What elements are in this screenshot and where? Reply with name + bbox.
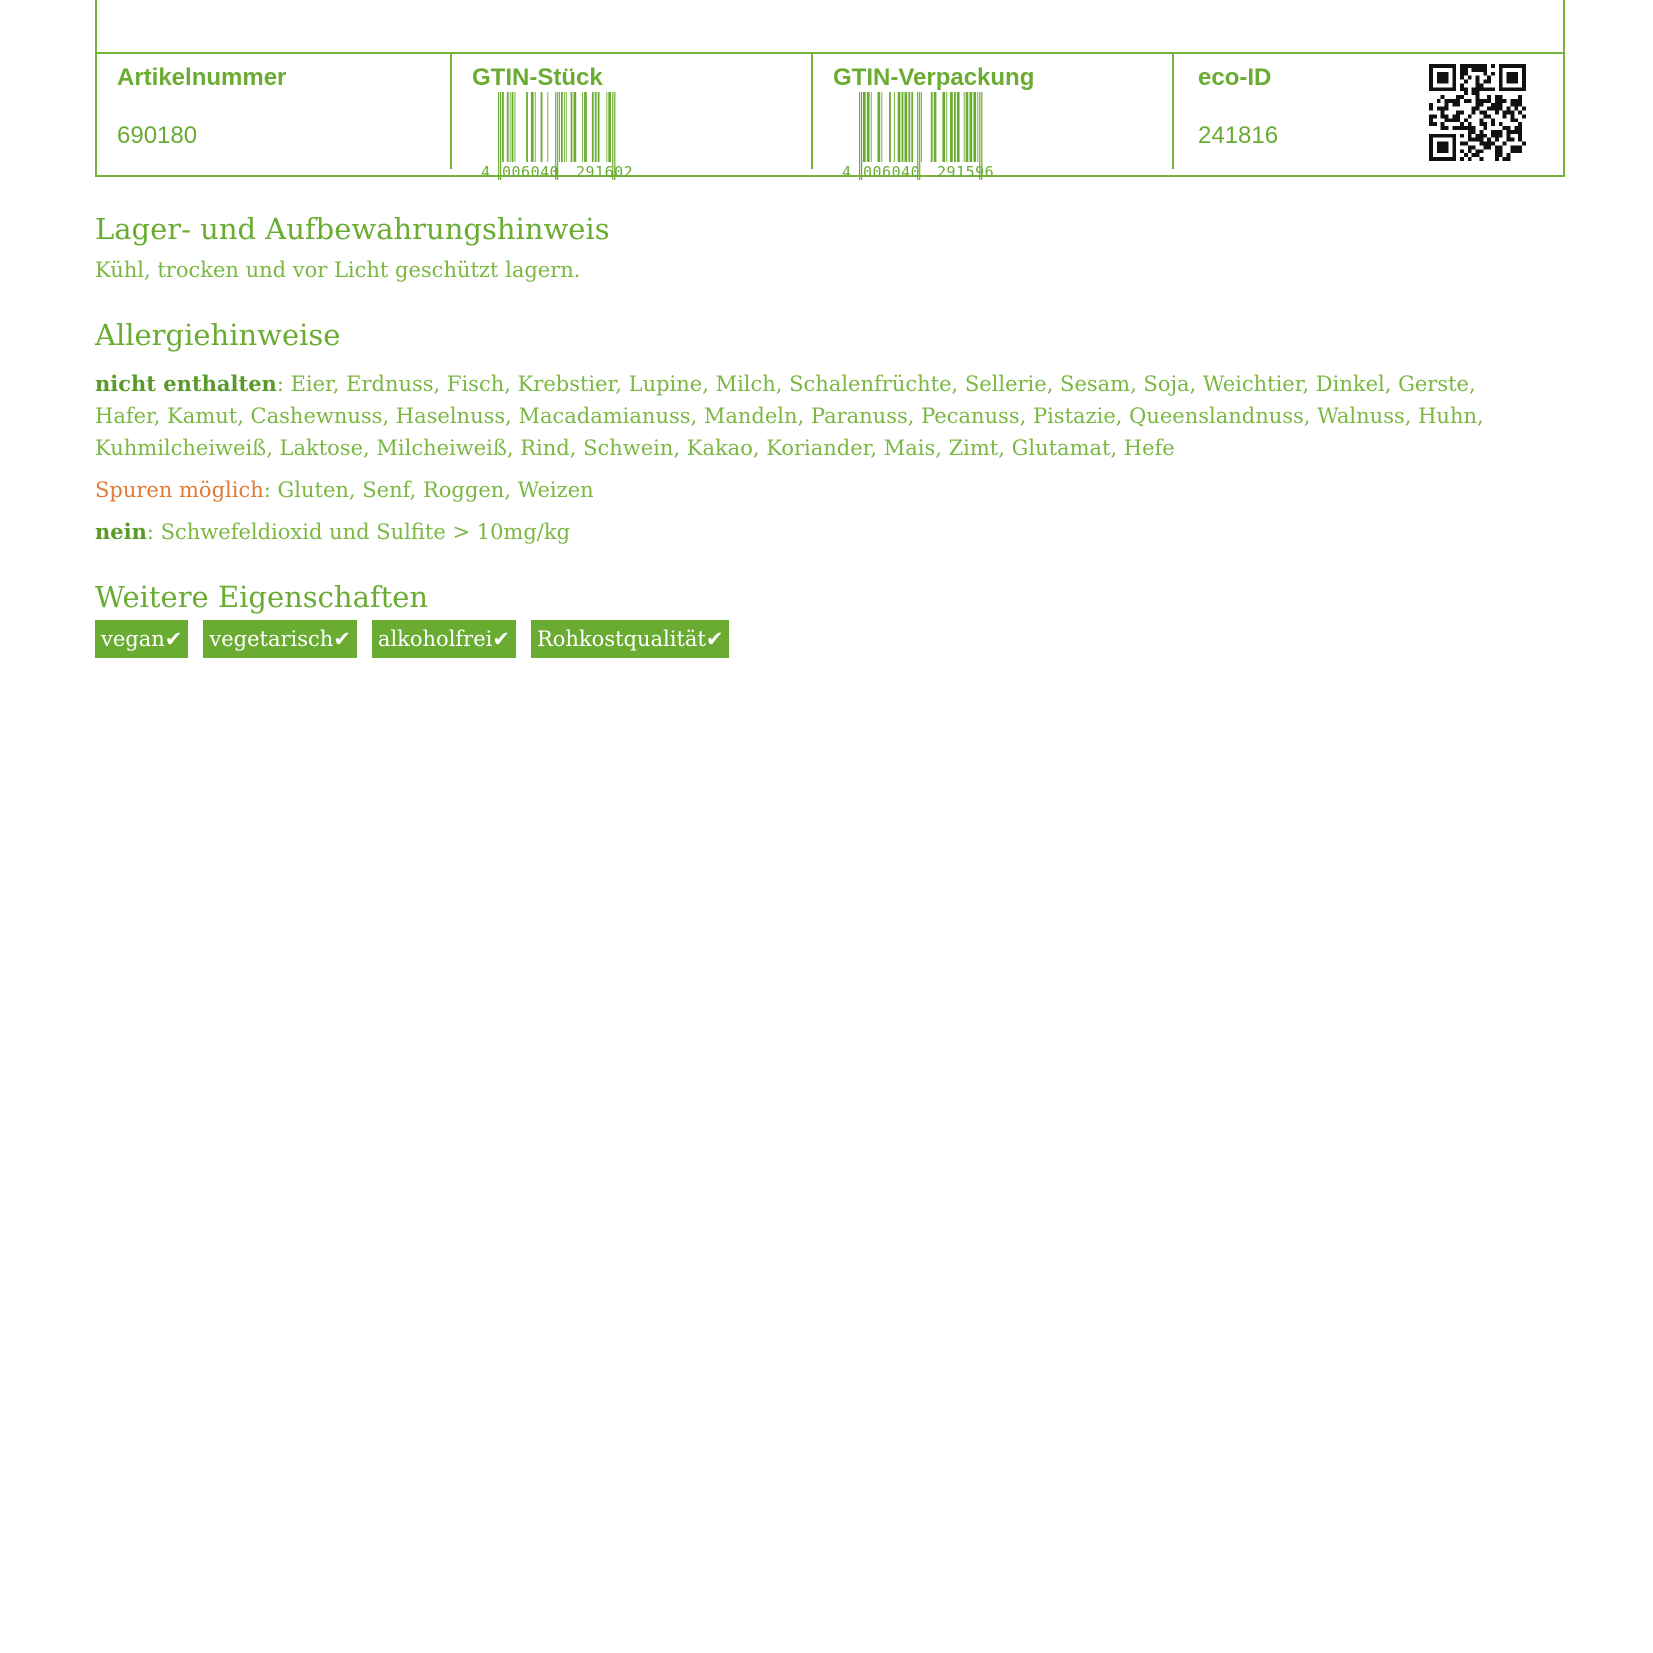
allergens-traces — [95, 474, 1515, 506]
tag-raw-food: Rohkostqualität✔ — [531, 620, 729, 658]
gtin-piece-digit-left: 006040 — [502, 163, 560, 180]
gtin-package-label: GTIN-Verpackung — [833, 64, 1035, 91]
allergens-no — [95, 516, 1515, 548]
gtin-piece-digit-right: 291602 — [576, 163, 634, 180]
traces-list: : Gluten, Senf, Roggen, Weizen — [263, 478, 594, 502]
gtin-piece-digit-prefix: 4 — [481, 163, 491, 180]
eco-id-cell — [1172, 54, 1563, 169]
gtin-package-digit-prefix: 4 — [842, 163, 852, 180]
identifier-row — [97, 52, 1563, 180]
gtin-package-barcode — [839, 92, 1024, 180]
tag-vegan: vegan✔ — [95, 620, 188, 658]
no-label: nein — [95, 519, 147, 544]
no-text: : Schwefeldioxid und Sulfite > 10mg/kg — [146, 520, 571, 544]
not-contained-label: nicht enthalten — [95, 371, 277, 396]
article-number-value: 690180 — [117, 122, 198, 149]
properties-title: Weitere Eigenschaften — [95, 580, 429, 614]
article-number-cell — [97, 54, 450, 169]
eco-id-label: eco-ID — [1198, 64, 1272, 91]
storage-title: Lager- und Aufbewahrungshinweis — [95, 212, 610, 246]
gtin-piece-label: GTIN-Stück — [472, 64, 603, 91]
qr-code — [1429, 64, 1526, 161]
gtin-package-digit-left: 006040 — [863, 163, 921, 180]
gtin-package-digit-right: 291596 — [937, 163, 995, 180]
gtin-piece-barcode — [478, 92, 663, 180]
not-contained-list: : Eier, Erdnuss, Fisch, Krebstier, Lupine, Milch, Schalenfrüchte, Sellerie, Sesam, Soja, Weichtier, Dinkel, Gerste, Hafer, Kamut, Cashewnuss, Haselnuss, Macadamianuss, Mandeln, Paranuss, Pecanuss, Pistazie, Queenslandnuss, Walnuss, Huhn, Kuhmilcheiweiß, Laktose, Milcheiweiß, Rind, Schwein, Kakao, Koriander, Mais, Zimt, Glutamat, Hefe — [95, 372, 1484, 460]
eco-id-value: 241816 — [1198, 122, 1279, 149]
allergens-not-contained — [95, 368, 1515, 464]
tag-alcohol-free: alkoholfrei✔ — [372, 620, 516, 658]
product-identifier-table — [95, 0, 1565, 180]
allergens-title: Allergiehinweise — [95, 318, 341, 352]
gtin-piece-cell — [450, 54, 813, 180]
article-number-label: Artikelnummer — [117, 64, 287, 91]
gtin-package-cell — [811, 54, 1174, 180]
storage-text: Kühl, trocken und vor Licht geschützt lagern. — [95, 258, 581, 282]
property-tags — [95, 620, 729, 658]
traces-label: Spuren möglich — [95, 478, 264, 502]
tag-vegetarian: vegetarisch✔ — [203, 620, 357, 658]
